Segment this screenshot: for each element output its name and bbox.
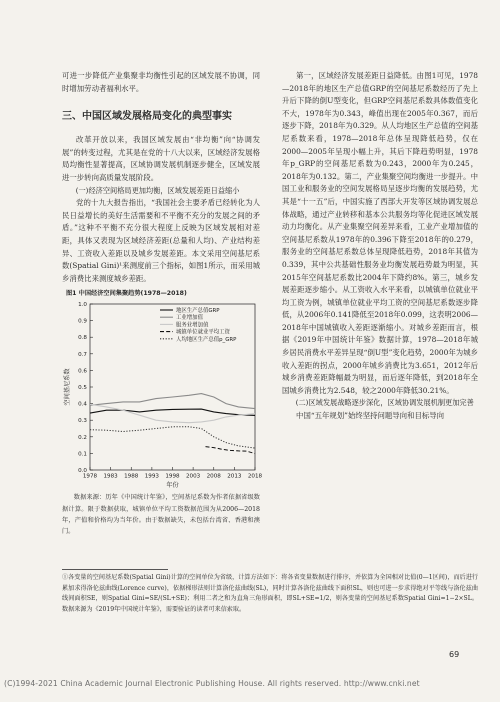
page-number: 69 — [449, 650, 460, 659]
x-axis-label: 年份 — [166, 482, 179, 490]
series-line-4 — [206, 447, 256, 454]
legend-label-2: 工业增加值 — [176, 315, 203, 322]
x-tick-label: 1978 — [82, 473, 98, 480]
x-tick-label: 1988 — [124, 473, 139, 480]
y-tick-label: 0.9 — [78, 318, 87, 325]
section-heading: 三、中国区域发展格局变化的典型事实 — [62, 111, 232, 123]
copyright-banner: (C)1994-2021 China Academic Journal Electronic Publishing House. All rights reserved. http://www.cnki.net — [4, 679, 420, 688]
legend-label-5: 人均地区生产总值p_GRP — [176, 337, 237, 344]
x-tick-label: 2008 — [206, 473, 221, 480]
paragraph-five-year-plan: 中国“五年规划”始终坚持问题导向和目标导向 — [296, 411, 445, 421]
paragraph-findings: 第一，区域经济发展差距日益降低。由图1可见，1978—2018年的地区生产总值GRP的空间基尼系数经历了先上升后下降的倒U型变化，但GRP空间基尼系数具体数值变化不大，1978年为0.343，峰值出现在2005年0.367，而后逐步下降，2018年为0.329。从人均地区生产总值的空间基尼系数来看，1978—2018年总体呈现降低趋势，仅在2000—2005年呈现小幅上升，其后下降趋势明显，1978年p_GRP的空间基尼系数为0.243，2000年为0.245，2018年为0.132。第二，产业集聚空间均衡进一步提升。中国工业和服务业的空间发展格局呈逐步均衡的发展趋势，尤其是“十一五”后，中国实施了西部大开发等区域协调发展总体战略，通过产业转移和基本公共服务均等化促进区域发展动力均衡化。从产业集聚空间差异来看，工业产业增加值的空间基尼系数从1978年的0.396下降至2018年的0.279，服务业的空间基尼系数总体呈现降低趋势，2018年其值为0.339，其中公共基础性服务业均衡发展趋势最为明显，其2015年空间基尼系数比2004年下降约8%。第三，城乡发展差距逐步缩小。从工资收入水平来看，以城镇单位就业平均工资为例，城镇单位就业平均工资的空间基尼系数逐步降低，从2006年0.141降低至2018年0.099，这表明2006—2018年中国城镇收入差距逐渐缩小。对城乡差距而言，根据《2019年中国统计年鉴》数据计算，1978—2018年城乡居民消费水平差异呈现“倒U型”变化趋势，2000年为城乡收入差距的拐点，2000年城乡消费比为3.651，2012年后城乡消费差距降幅最为明显，而后逐年降低，到2018年全国城乡消费比为2.548，较之2000年降低30.21%。 — [282, 71, 478, 395]
x-tick-label: 1993 — [144, 473, 159, 480]
x-tick-label: 2018 — [247, 473, 263, 480]
y-tick-label: 0.6 — [78, 368, 87, 375]
y-tick-label: 0.8 — [78, 335, 87, 342]
y-tick-label: 0.4 — [78, 401, 87, 408]
y-tick-label: 0.2 — [78, 435, 87, 442]
plot-frame — [90, 304, 255, 470]
left-column — [62, 70, 263, 537]
series-line-5 — [90, 427, 255, 448]
y-tick-label: 1.0 — [78, 302, 87, 309]
figure-title: 图1 中国经济空间集聚趋势(1978—2018) — [66, 290, 187, 298]
figure-source-note: 数据来源：历年《中国统计年鉴》，空间基尼系数为作者依据省级数据计算。限于数据获取，城镇单位平均工资数据范围为从2006—2018年，产值和价格均为当年价。由于数据缺失，未包括台湾省、香港和澳门。 — [62, 494, 260, 535]
subheading-regional-strategy: (二)区域发展战略逐步深化，区域协调发展机制更加完善 — [295, 398, 474, 408]
legend-label-4: 城镇单位就业平均工资 — [176, 329, 230, 336]
series-line-1 — [90, 409, 255, 415]
paragraph-nineteenth-congress: 党的十九大报告指出，“我国社会主要矛盾已经转化为人民日益增长的美好生活需要和不平衡不充分的发展之间的矛盾。”这种不平衡不充分很大程度上反映为区域发展相对差距，具体又表现为区域经济差距(总量和人均)、产业结构差异、工资收入差距以及城乡发展差距。本文采用空间基尼系数(Spatial Gini)¹来测度前三个指标，如图1所示，而采用城乡消费比来测度城乡差距。 — [62, 198, 260, 283]
spatial-gini-line-chart — [62, 300, 263, 490]
footnote-spatial-gini: ①各变量的空间基尼系数(Spatial Gini)计算的空间单位为省级，计算方法如下：将各省变量数据进行排序，并依算为全国相对比值(0—1区间)，而后进行累加求得洛伦兹曲线(Lorence curve)，依据梯形法则计算洛伦兹曲线(SL)，同时计算各洛伦兹曲线下面积SL，则也可进一步求得绝对平等线与洛伦兹曲线间面积SE，则Spatial Gini=SE/(SL+SE)；利用二者之和为直角三角形面积，即SL+SE=1/2，则各变量的空间基尼系数Spatial Gini=1−2×SL。数据来源为《2019年中国统计年鉴》，需要验证的读者可来信索取。 — [62, 574, 478, 613]
right-column — [282, 70, 478, 423]
subheading-economic-space: (一)经济空间格局更加均衡，区域发展差距日益缩小 — [75, 185, 240, 195]
legend-label-1: 地区生产总值GRP — [176, 308, 220, 315]
y-axis-label: 空间基尼系数 — [64, 368, 71, 406]
y-tick-label: 0.0 — [78, 468, 87, 475]
x-tick-label: 2013 — [227, 473, 242, 480]
y-tick-label: 0.5 — [78, 385, 87, 392]
paragraph-continued: 可进一步降低产业集聚非均衡性引起的区域发展不协调，同时增加劳动者福利水平。 — [62, 71, 260, 93]
y-tick-label: 0.1 — [78, 451, 87, 458]
footnote-divider — [62, 569, 168, 570]
legend-label-3: 服务业增加值 — [176, 322, 209, 329]
paragraph-intro: 改革开放以来，我国区域发展由“非均衡”向“协调发展”的转变过程，尤其是在党的十八大以来，区域经济发展格局均衡性显著提高，区域协调发展机制逐步健全，区域发展进一步转向高质量发展阶段。 — [62, 135, 260, 182]
x-tick-label: 1998 — [165, 473, 180, 480]
y-tick-label: 0.7 — [78, 352, 87, 359]
series-line-2 — [90, 394, 255, 409]
y-tick-label: 0.3 — [78, 418, 87, 425]
x-tick-label: 2003 — [186, 473, 201, 480]
x-tick-label: 1983 — [103, 473, 118, 480]
